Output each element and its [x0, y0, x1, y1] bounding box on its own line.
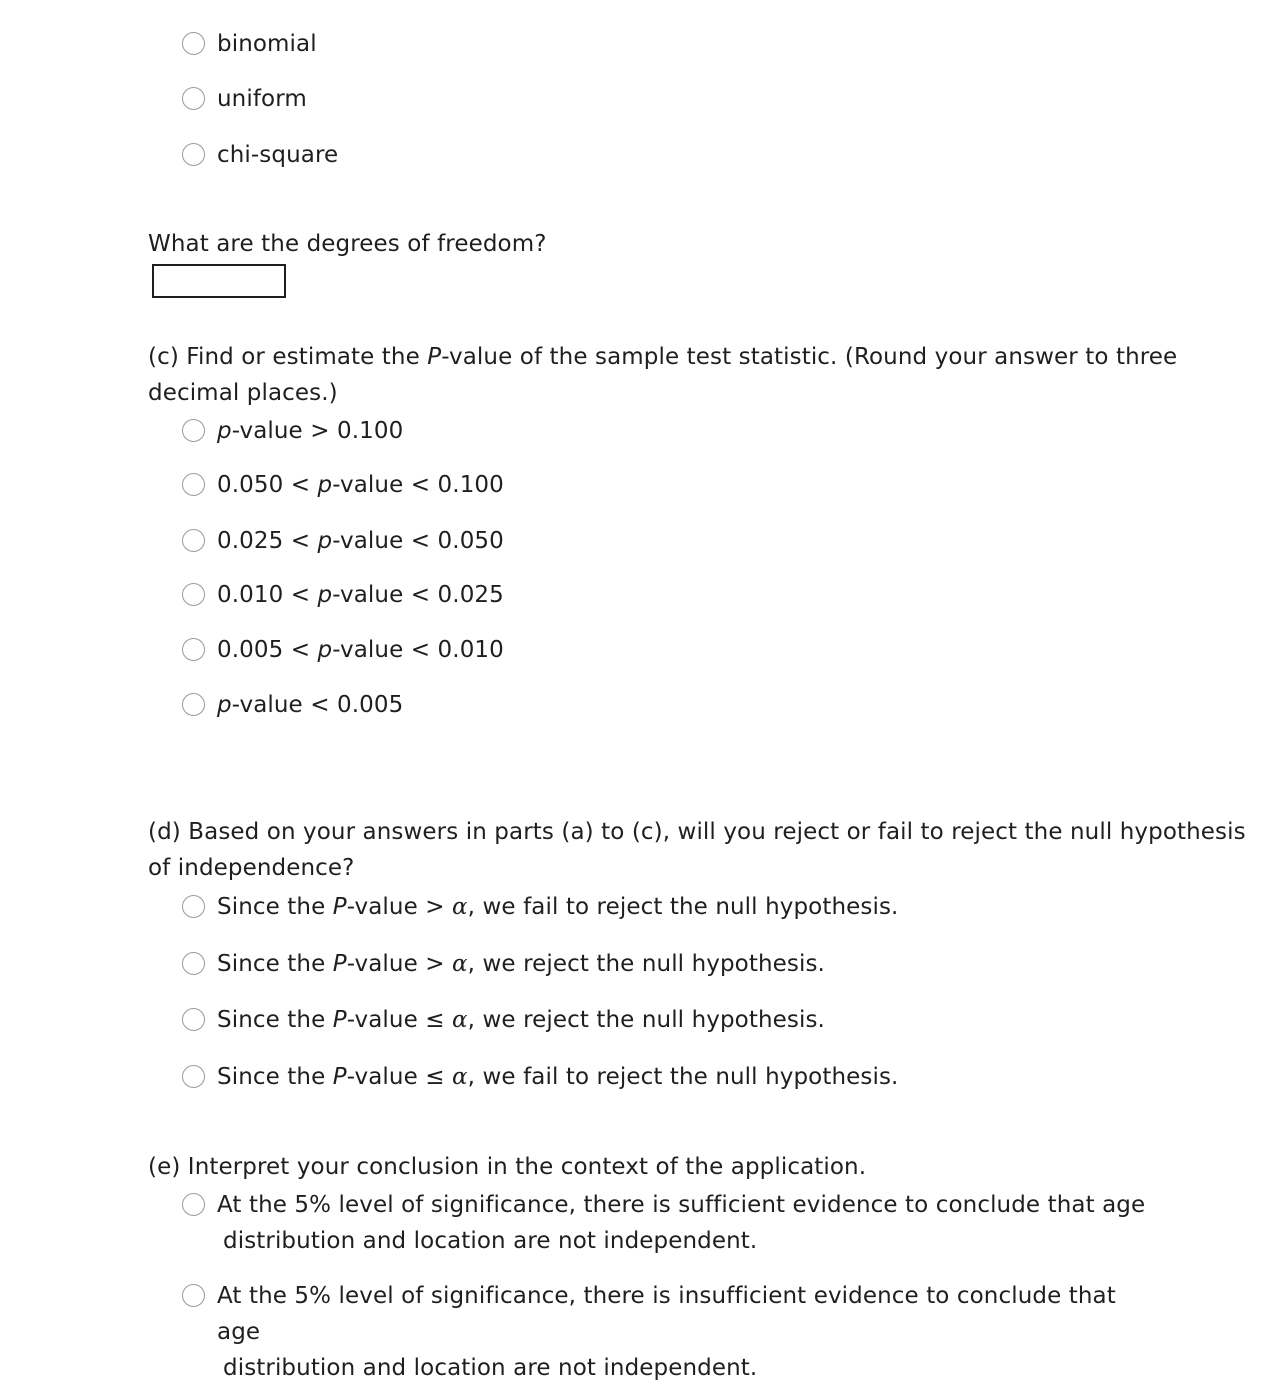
radio-button[interactable]	[182, 583, 205, 606]
option-label: Since the P-value > α, we fail to reject the null hypothesis.	[217, 894, 899, 920]
radio-button[interactable]	[182, 87, 205, 110]
option-label: 0.005 < p-value < 0.010	[217, 637, 504, 663]
option-label: Since the P-value ≤ α, we fail to reject the null hypothesis.	[217, 1064, 899, 1090]
distribution-option-binomial[interactable]	[182, 29, 317, 59]
radio-button[interactable]	[182, 529, 205, 552]
conclusion-option-3[interactable]	[182, 1005, 825, 1035]
radio-button[interactable]	[182, 143, 205, 166]
p-value-option-5[interactable]	[182, 635, 504, 665]
df-answer-input[interactable]	[152, 264, 286, 298]
radio-button[interactable]	[182, 1193, 205, 1216]
conclusion-option-1[interactable]	[182, 892, 898, 922]
radio-button[interactable]	[182, 419, 205, 442]
part-e-question: (e) Interpret your conclusion in the context of the application.	[148, 1154, 867, 1180]
p-value-option-2[interactable]	[182, 470, 504, 500]
conclusion-option-2[interactable]	[182, 949, 825, 979]
radio-button[interactable]	[182, 638, 205, 661]
part-d-question: (d) Based on your answers in parts (a) to (c), will you reject or fail to reject the null hypothesis of independence?	[148, 819, 1246, 881]
p-value-option-3[interactable]	[182, 526, 504, 556]
option-label: 0.050 < p-value < 0.100	[217, 472, 504, 498]
option-label: Since the P-value ≤ α, we reject the null hypothesis.	[217, 1007, 825, 1033]
conclusion-option-4[interactable]	[182, 1062, 898, 1092]
p-value-option-1[interactable]	[182, 416, 403, 446]
option-label: 0.010 < p-value < 0.025	[217, 582, 504, 608]
radio-button[interactable]	[182, 1284, 205, 1307]
radio-button[interactable]	[182, 1065, 205, 1088]
option-label: uniform	[217, 86, 307, 112]
distribution-option-chi-square[interactable]	[182, 140, 338, 170]
interpretation-option-2[interactable]	[182, 1281, 1157, 1386]
df-question: What are the degrees of freedom?	[148, 231, 547, 257]
radio-button[interactable]	[182, 1008, 205, 1031]
radio-button[interactable]	[182, 895, 205, 918]
option-label: p-value < 0.005	[217, 692, 404, 718]
option-label: At the 5% level of significance, there is insufficient evidence to conclude that age distribution and location are not independent.	[217, 1283, 1116, 1381]
p-value-option-4[interactable]	[182, 580, 504, 610]
option-label: Since the P-value > α, we reject the null hypothesis.	[217, 951, 825, 977]
radio-button[interactable]	[182, 952, 205, 975]
radio-button[interactable]	[182, 473, 205, 496]
option-label: binomial	[217, 31, 317, 57]
p-value-option-6[interactable]	[182, 690, 403, 720]
option-label: 0.025 < p-value < 0.050	[217, 528, 504, 554]
interpretation-option-1[interactable]	[182, 1190, 1157, 1259]
radio-button[interactable]	[182, 693, 205, 716]
option-label: p-value > 0.100	[217, 418, 404, 444]
option-label: At the 5% level of significance, there is sufficient evidence to conclude that age distribution and location are not independent.	[217, 1192, 1146, 1254]
option-label: chi-square	[217, 142, 339, 168]
distribution-option-uniform[interactable]	[182, 84, 307, 114]
part-c-question: (c) Find or estimate the P-value of the sample test statistic. (Round your answer to three decimal places.)	[148, 344, 1178, 406]
radio-button[interactable]	[182, 32, 205, 55]
